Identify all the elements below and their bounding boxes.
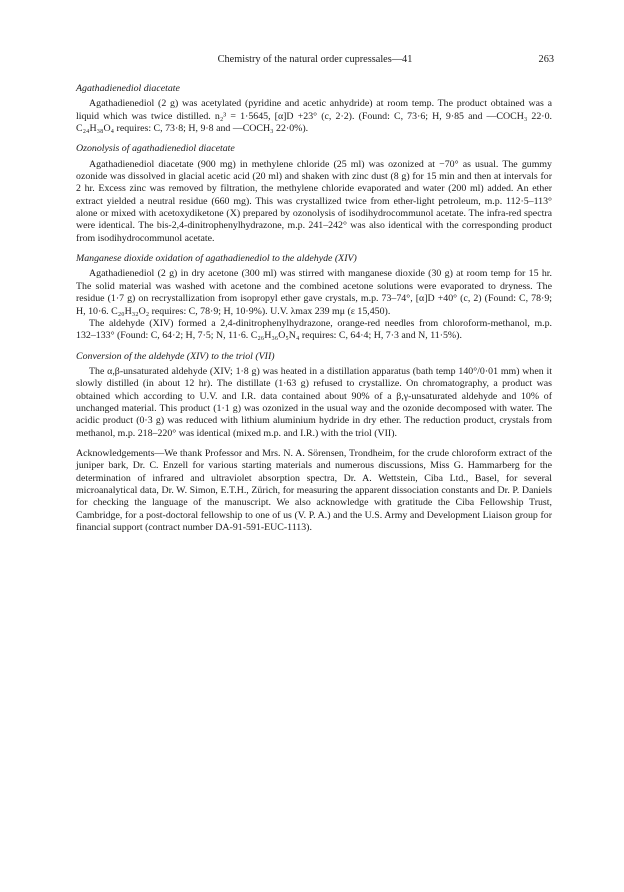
page-number: 263 bbox=[538, 54, 554, 65]
running-title: Chemistry of the natural order cupressales—41 bbox=[217, 54, 413, 65]
section-diacetate bbox=[76, 83, 552, 135]
paragraph: Agathadienediol (2 g) in dry acetone (300 ml) was stirred with manganese dioxide (30 g) at room temp for 15 hr. The solid material was washed with acetone and the combined acetone solutions were evaporated to dryness. The residue (1·7 g) on recrystallization from isopropyl ether gave crystals, m.p. 73–74°, [α]D +40° (c, 2) (Found: C, 78·9; H, 10·6. C₂₀H₃₂O₂ requires: C, 78·9; H, 10·9%). U.V. λmax 239 mμ (ε 15,450). bbox=[76, 268, 552, 317]
article-body bbox=[76, 83, 552, 542]
section-oxidation bbox=[76, 253, 552, 342]
section-heading: Agathadienediol diacetate bbox=[76, 83, 180, 94]
page-header bbox=[76, 54, 554, 68]
paragraph: Agathadienediol diacetate (900 mg) in methylene chloride (25 ml) was ozonized at −70° as usual. The gummy ozonide was dissolved in glacial acetic acid (20 ml) and shaken with zinc dust (8 g) for 15 min and then at intervals for 2 hr. Excess zinc was removed by filtration, the methylene chloride evaporated and water (200 ml) added. An ether extract yielded a neutral residue (660 mg). This was crystallized twice from ether-light petroleum, m.p. 112·5–113° alone or mixed with acetoxydiketone (X) prepared by ozonolysis of isodihydrocommunol acetate. The infra-red spectra were identical. The bis-2,4-dinitrophenylhydrazone, m.p. 241–242° was also identical with the corresponding product from isodihydrocommunol acetate. bbox=[76, 158, 552, 244]
section-conversion bbox=[76, 351, 552, 440]
section-heading: Ozonolysis of agathadienediol diacetate bbox=[76, 143, 235, 155]
section-acknowledgements bbox=[76, 448, 552, 534]
paragraph: Agathadienediol (2 g) was acetylated (pyridine and acetic anhydride) at room temp. The product obtained was a liquid which was twice distilled. n₂³ = 1·5645, [α]D +23° (c, 2·2). (Found: C, 73·6; H, 9·85 and —COCH₃ 22·0. C₂₄H₃₈O₄ requires: C, 73·8; H, 9·8 and —COCH₃ 22·0%). bbox=[76, 98, 552, 135]
acknowledgements-paragraph: Acknowledgements—We thank Professor and Mrs. N. A. Sörensen, Trondheim, for the crude chloroform extract of the juniper bark, Dr. C. Enzell for various starting materials and numerous discussions, Miss G. Hammarberg for the determination of infrared and ultraviolet absorption spectra, Dr. A. Wettstein, Ciba Ltd., Basel, for several microanalytical data, Dr. W. Simon, E.T.H., Zürich, for measuring the apparent dissociation constants and Dr. P. Daniels for checking the language of the manuscript. We also acknowledge with gratitude the Ciba Fellowship Trust, Cambridge, for a post-doctoral fellowship to one of us (V. P. A.) and the U.S. Army and Development Liaison group for financial support (contract number DA-91-591-EUC-1113). bbox=[76, 447, 552, 533]
section-heading: Manganese dioxide oxidation of agathadienediol to the aldehyde (XIV) bbox=[76, 253, 357, 265]
paragraph: The α,β-unsaturated aldehyde (XIV; 1·8 g) was heated in a distillation apparatus (bath temp 140°/0·01 mm) when it slowly distilled (in about 12 hr). The distillate (1·63 g) refused to crystallize. On chromatography, a product was obtained which according to U.V. and I.R. data contained about 90% of a β,γ-unsaturated aldehyde and 10% of unchanged material. This product (1·1 g) was ozonized in the usual way and the ozonide decomposed with water. The acidic product (0·3 g) was reduced with lithium aluminium hydride in dry ether. The reduction product, crystals from methanol, m.p. 218–220° was identical (mixed m.p. and I.R.) with the triol (VII). bbox=[76, 365, 552, 439]
section-heading: Conversion of the aldehyde (XIV) to the triol (VII) bbox=[76, 350, 275, 362]
section-ozonolysis bbox=[76, 143, 552, 245]
paragraph: The aldehyde (XIV) formed a 2,4-dinitrophenylhydrazone, orange-red needles from chloroform-methanol, m.p. 132–133° (Found: C, 64·2; H, 7·5; N, 11·6. C₂₆H₃₆O₅N₄ requires: C, 64·4; H, 7·3 and N, 11·5%). bbox=[76, 317, 552, 342]
